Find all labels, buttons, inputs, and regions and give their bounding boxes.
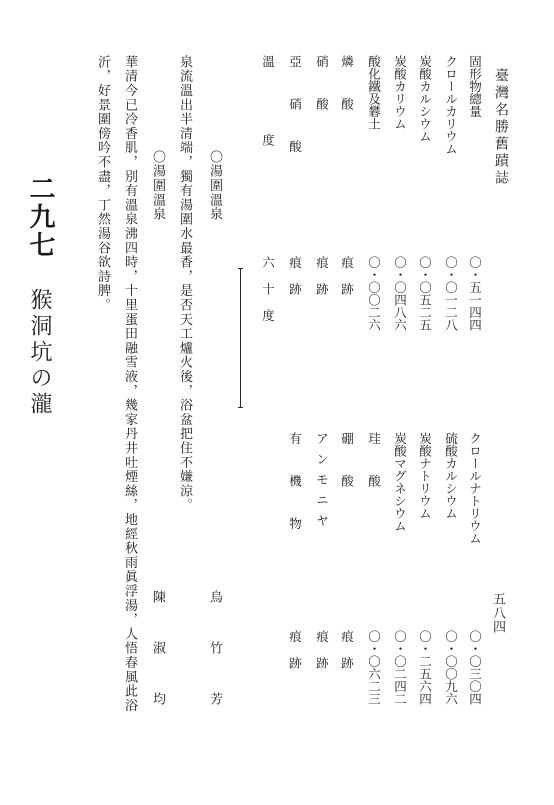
poem-author: 陳淑均 <box>150 590 165 743</box>
table-item-name: 炭酸マグネシウム <box>392 432 408 532</box>
table-item-name: 炭酸カルシウム <box>417 55 433 143</box>
poem-title: 〇湯圍溫泉 <box>207 150 222 222</box>
table-item-name: 硼酸 <box>339 432 355 517</box>
table-item-name: クロールカリウム <box>443 55 459 155</box>
table-item-name: 硫酸カルシウム <box>443 432 459 520</box>
table-item-value: 痕跡 <box>287 256 303 309</box>
table-item-name: 固形物總量 <box>467 55 483 118</box>
table-item-name: 炭酸ナトリウム <box>417 432 433 520</box>
poem-line: 泉流溫出半清端，獨有湯圍水最香，是否天工爐火後，浴盆把住不嫌涼。 <box>177 55 192 513</box>
table-item-value: 六十度 <box>260 256 276 336</box>
section-title: 猴洞坑の瀧 <box>27 288 52 418</box>
table-item-name: クロールナトリウム <box>467 432 483 545</box>
table-item-name: 酸化鐵及礬土 <box>366 55 382 130</box>
poem-title: 〇湯圍溫泉 <box>150 150 165 222</box>
table-item-name: 溫度 <box>260 55 276 212</box>
poem-author: 烏竹芳 <box>207 590 222 743</box>
table-item-name: 燐酸 <box>339 55 355 140</box>
column-divider <box>240 268 241 408</box>
table-item-name: 硝酸 <box>314 55 330 140</box>
table-item-name: アンモニヤ <box>314 432 330 535</box>
poem-line: 沂，好景圍傍吟不盡，丁然湯谷欲詩脾。 <box>95 55 110 313</box>
table-item-value: 〇・〇五二五 <box>417 256 433 331</box>
table-item-value: 〇・〇〇九六 <box>443 630 459 705</box>
table-item-value: 痕跡 <box>314 256 330 309</box>
table-item-value: 〇・二五六四 <box>417 630 433 705</box>
running-title: 臺灣名勝舊蹟誌 <box>493 68 509 187</box>
table-item-value: 〇・〇一二八 <box>443 256 459 331</box>
table-item-name: 亞硝酸 <box>287 55 303 183</box>
table-item-value: 〇・〇四八六 <box>392 256 408 331</box>
table-item-value: 痕跡 <box>314 630 330 683</box>
table-item-value: 〇・〇二四二 <box>392 630 408 705</box>
table-item-value: 〇・〇六二三 <box>366 630 382 705</box>
table-item-value: 痕跡 <box>287 630 303 683</box>
table-item-value: 痕跡 <box>339 630 355 683</box>
table-item-name: 炭酸カリウム <box>392 55 408 130</box>
table-item-name: 珪酸 <box>366 432 382 517</box>
table-item-value: 〇・五一四四 <box>467 256 483 331</box>
table-item-name: 有機物 <box>287 432 303 560</box>
table-item-value: 痕跡 <box>339 256 355 309</box>
section-number: 二九七 <box>25 175 55 259</box>
poem-line: 華清今已冷香肌，別有溫泉沸四時，十里蛋田融雪液，幾家丹井吐煙絲，地經秋雨眞浮湯，人悟春風此浴 <box>122 55 137 713</box>
table-item-value: 〇・〇〇二六 <box>366 256 382 331</box>
page-number: 五八四 <box>490 592 505 634</box>
table-item-value: 〇・〇三〇四 <box>467 630 483 705</box>
